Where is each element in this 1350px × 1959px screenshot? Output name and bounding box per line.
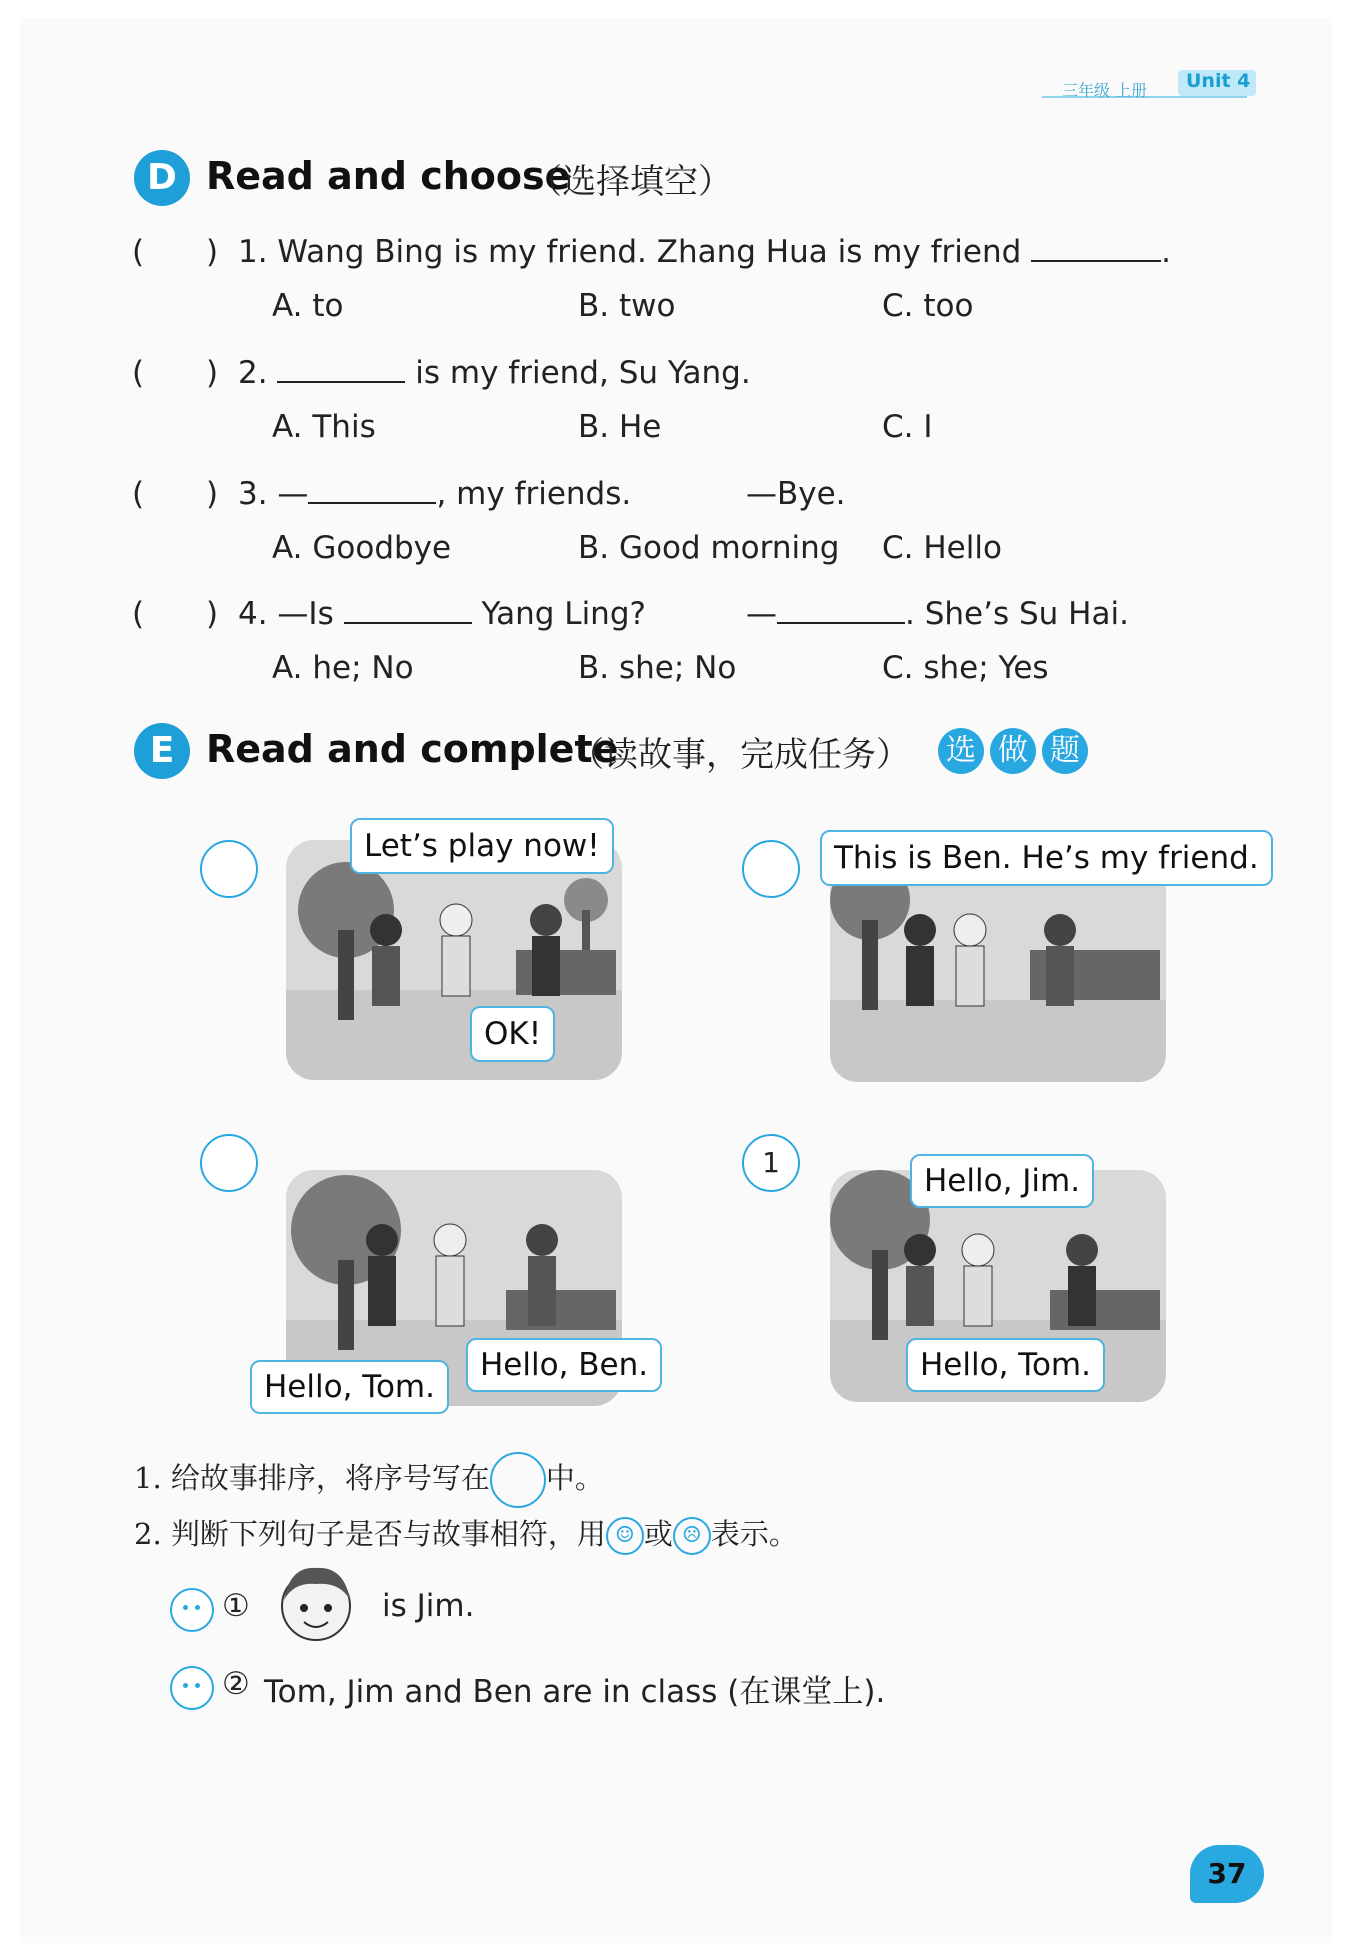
section-e-subtitle: （读故事，完成任务） [570, 735, 910, 775]
judge-sentence: Tom, Jim and Ben are in class (在课堂上). [264, 1674, 886, 1710]
optional-badge: 选 [938, 728, 984, 774]
option-c: C. too [882, 288, 974, 324]
grade-label: 三年级 上册 [1062, 81, 1148, 100]
option-a: A. to [272, 288, 344, 324]
answer-paren-open: ( [132, 596, 145, 632]
question-1: 1. Wang Bing is my friend. Zhang Hua is my friend . [238, 234, 1171, 270]
section-d-badge: D [134, 150, 190, 206]
option-c: C. Hello [882, 530, 1002, 566]
question-4-reply: — . She’s Su Hai. [746, 596, 1129, 632]
park-scene-illustration [830, 860, 1166, 1082]
option-c: C. I [882, 409, 933, 445]
judge-face-box[interactable] [170, 1666, 214, 1710]
optional-badge: 题 [1042, 728, 1088, 774]
speech-bubble: Hello, Tom. [250, 1360, 449, 1414]
judge-number: ① [222, 1588, 250, 1624]
speech-bubble: OK! [470, 1006, 555, 1062]
option-a: A. This [272, 409, 376, 445]
order-circle[interactable] [200, 840, 258, 898]
option-b: B. two [578, 288, 676, 324]
answer-paren-open: ( [132, 476, 145, 512]
story-picture-2 [830, 860, 1166, 1082]
question-3-reply: —Bye. [746, 476, 846, 512]
option-c: C. she; Yes [882, 650, 1049, 686]
answer-blank[interactable] [777, 596, 905, 624]
smile-face-icon: ☺ [606, 1517, 644, 1555]
answer-paren-close: ) [206, 355, 219, 391]
order-circle[interactable]: 1 [742, 1134, 800, 1192]
section-e-title: Read and complete [206, 727, 619, 771]
judge-number: ② [222, 1666, 250, 1702]
section-e-badge: E [134, 723, 190, 779]
optional-badge: 做 [990, 728, 1036, 774]
answer-paren-close: ) [206, 476, 219, 512]
answer-paren-open: ( [132, 355, 145, 391]
speech-bubble: Hello, Ben. [466, 1338, 662, 1392]
judge-face-box[interactable] [170, 1588, 214, 1632]
answer-paren-close: ) [206, 596, 219, 632]
circle-icon [490, 1452, 546, 1508]
section-d-title: Read and choose [206, 154, 571, 198]
speech-bubble: Hello, Jim. [910, 1154, 1094, 1208]
sad-face-icon: ☹ [673, 1517, 711, 1555]
question-2: 2. is my friend, Su Yang. [238, 355, 751, 391]
answer-paren-open: ( [132, 234, 145, 270]
option-b: B. He [578, 409, 662, 445]
speech-bubble: Hello, Tom. [906, 1338, 1105, 1392]
park-scene-illustration [286, 840, 622, 1080]
story-picture-1 [286, 840, 622, 1080]
answer-blank[interactable] [277, 355, 405, 383]
page-number: 37 [1190, 1845, 1264, 1903]
order-circle[interactable] [200, 1134, 258, 1192]
speech-bubble: Let’s play now! [350, 818, 614, 874]
option-b: B. Good morning [578, 530, 840, 566]
order-circle[interactable] [742, 840, 800, 898]
question-3: 3. — , my friends. [238, 476, 632, 512]
option-a: A. he; No [272, 650, 414, 686]
option-a: A. Goodbye [272, 530, 452, 566]
speech-bubble: This is Ben. He’s my friend. [820, 830, 1273, 886]
answer-blank[interactable] [1031, 234, 1161, 262]
task-1: 1. 给故事排序，将序号写在 中。 [134, 1452, 604, 1508]
unit-label: Unit 4 [1186, 70, 1251, 92]
answer-paren-close: ) [206, 234, 219, 270]
option-b: B. she; No [578, 650, 737, 686]
answer-blank[interactable] [344, 596, 472, 624]
boy-face-icon [270, 1556, 362, 1648]
section-d-subtitle: （选择填空） [528, 162, 732, 202]
question-4: 4. —Is Yang Ling? [238, 596, 646, 632]
judge-sentence: is Jim. [382, 1588, 475, 1624]
task-2: 2. 判断下列句子是否与故事相符，用 ☺ 或 ☹ 表示。 [134, 1512, 798, 1555]
answer-blank[interactable] [308, 476, 436, 504]
